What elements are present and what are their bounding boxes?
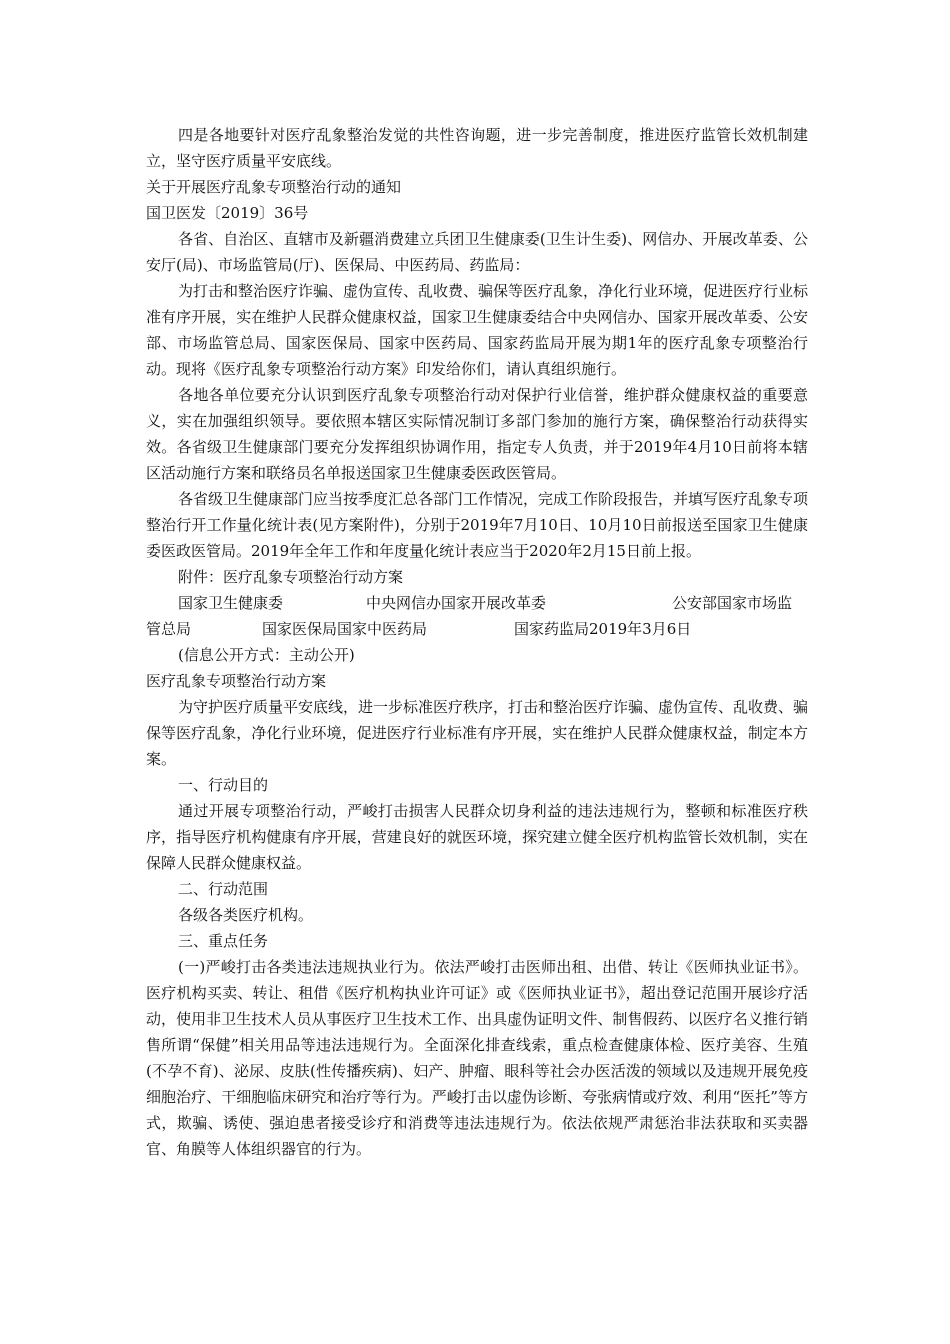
paragraph-report: 各省级卫生健康部门应当按季度汇总各部门工作情况，完成工作阶段报告，并填写医疗乱象专项整治行开工作量化统计表(见方案附件)，分别于2019年7月10日、10月10日前报送至国家卫生健康委医政医管局。2019年全年工作和年度量化统计表应当于2020年2月15日前上报。	[146, 490, 809, 560]
signature-nhsa-natcm: 国家医保局国家中医药局	[262, 620, 428, 638]
paragraph-units: 各地各单位要充分认识到医疗乱象专项整治行动对保护行业信誉，维护群众健康权益的重要意义，实在加强组织领导。要依照本辖区实际情况制订多部门参加的施行方案，确保整治行动获得实效。各省级卫生健康部门要充分发挥组织协调作用，指定专人负责，并于2019年4月10日前将本辖区活动施行方案和联络员名单报送国家卫生健康委医政医管局。	[146, 386, 808, 482]
paragraph-task-1: (一)严峻打击各类违法违规执业行为。依法严峻打击医师出租、出借、转让《医师执业证书》。医疗机构买卖、转让、租借《医疗机构执业许可证》或《医师执业证书》，超出登记范围开展诊疗活动，使用非卫生技术人员从事医疗卫生技术工作、出具虚伪证明文件、制售假药、以医疗名义推行销售所谓“保健”相关用品等违法违规行为。全面深化排查线索，重点检查健康体检、医疗美容、生殖(不孕不育)、泌尿、皮肤(性传播疾病)、妇产、肿瘤、眼科等社会办医活泼的领域以及违规开展免疫细胞治疗、干细胞临床研究和治疗等行为。严峻打击以虚伪诊断、夸张病情或疗效、利用“医托”等方式，欺骗、诱使、强迫患者接受诊疗和消费等违法违规行为。依法依规严肃惩治非法获取和买卖器官、角膜等人体组织器官的行为。	[146, 958, 808, 1158]
attachment-line: 附件：医疗乱象专项整治行动方案	[178, 568, 404, 586]
addressees: 各省、自治区、直辖市及新疆消费建立兵团卫生健康委(卫生计生委)、网信办、开展改革委、公安厅(局)、市场监管局(厅)、医保局、中医药局、药监局：	[146, 230, 808, 274]
plan-intro: 为守护医疗质量平安底线，进一步标准医疗秩序，打击和整治医疗诈骗、虚伪宣传、乱收费、骗保等医疗乱象，净化行业环境，促进医疗行业标准有序开展，实在维护人民群众健康权益，制定本方案。	[146, 698, 809, 768]
signature-samr-cont: 管总局	[146, 620, 192, 638]
paragraph-consolidation: 四是各地要针对医疗乱象整治发觉的共性咨询题，进一步完善制度，推进医疗监管长效机制建立，坚守医疗质量平安底线。	[146, 126, 808, 170]
signature-line-1	[146, 590, 808, 616]
signature-mps-samr: 公安部国家市场监	[672, 594, 793, 612]
heading-tasks: 三、重点任务	[178, 932, 269, 950]
signature-nmpa-date: 国家药监局2019年3月6日	[514, 620, 692, 638]
heading-goal: 一、行动目的	[178, 776, 269, 794]
signature-health-commission: 国家卫生健康委	[178, 594, 284, 612]
disclosure-note: (信息公开方式：主动公开)	[178, 646, 355, 664]
notice-title: 关于开展医疗乱象专项整治行动的通知	[146, 178, 402, 196]
document-page	[146, 122, 808, 1162]
document-number: 国卫医发〔2019〕36号	[146, 204, 309, 222]
signature-cac-ndrc: 中央网信办国家开展改革委	[366, 594, 547, 612]
heading-scope: 二、行动范围	[178, 880, 269, 898]
signature-line-2	[146, 616, 808, 642]
paragraph-goal: 通过开展专项整治行动，严峻打击损害人民群众切身利益的违法违规行为，整顿和标准医疗秩序，指导医疗机构健康有序开展，营建良好的就医环境，探究建立健全医疗机构监管长效机制，实在保障人民群众健康权益。	[146, 802, 808, 872]
paragraph-purpose: 为打击和整治医疗诈骗、虚伪宣传、乱收费、骗保等医疗乱象，净化行业环境，促进医疗行业标准有序开展，实在维护人民群众健康权益，国家卫生健康委结合中央网信办、国家开展改革委、公安部、市场监管总局、国家医保局、国家中医药局、国家药监局开展为期1年的医疗乱象专项整治行动。现将《医疗乱象专项整治行动方案》印发给你们，请认真组织施行。	[146, 282, 809, 378]
paragraph-scope: 各级各类医疗机构。	[178, 906, 314, 924]
plan-title: 医疗乱象专项整治行动方案	[146, 672, 327, 690]
